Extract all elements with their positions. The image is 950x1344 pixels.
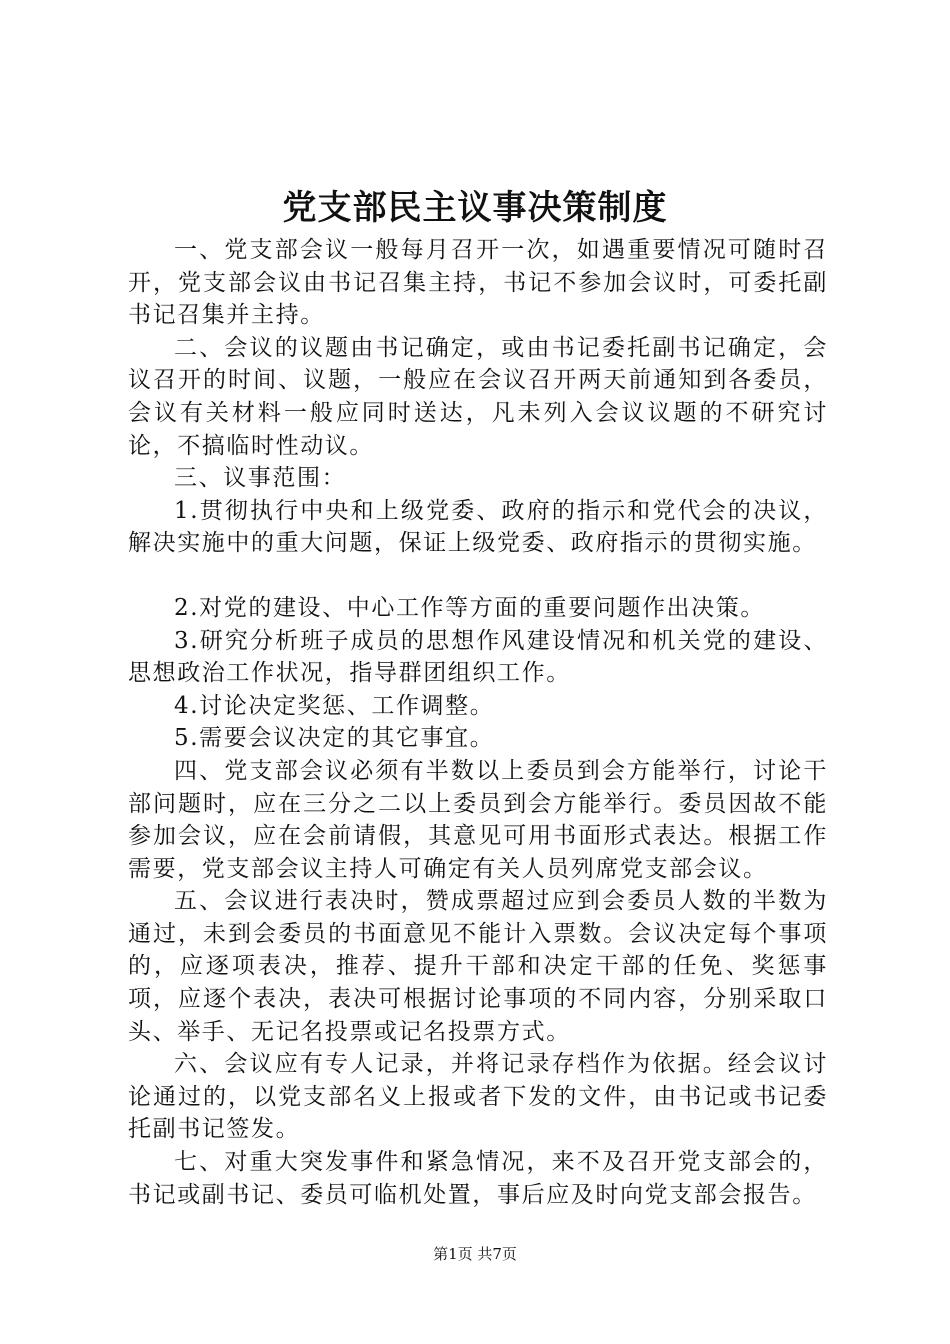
paragraph-8: 5.需要会议决定的其它事宜。 bbox=[174, 725, 495, 752]
paragraph-3: 三、议事范围： bbox=[174, 465, 347, 492]
paragraph-11: 六、会议应有专人记录，并将记录存档作为依据。经会议讨论通过的，以党支部名义上报或者下发的文件，由书记或书记委托副书记签发。 bbox=[128, 1051, 828, 1143]
paragraph-4: 1.贯彻执行中央和上级党委、政府的指示和党代会的决议，解决实施中的重大问题，保证上级党委、政府指示的贯彻实施。 bbox=[128, 497, 828, 557]
paragraph-10: 五、会议进行表决时，赞成票超过应到会委员人数的半数为通过，未到会委员的书面意见不能计入票数。会议决定每个事项的，应逐项表决，推荐、提升干部和决定干部的任免、奖惩事项，应逐个表决，表决可根据讨论事项的不同内容，分别采取口头、举手、无记名投票或记名投票方式。 bbox=[128, 888, 828, 1045]
paragraph-9: 四、党支部会议必须有半数以上委员到会方能举行，讨论干部问题时，应在三分之二以上委员到会方能举行。委员因故不能参加会议，应在会前请假，其意见可用书面形式表达。根据工作需要，党支部会议主持人可确定有关人员列席党支部会议。 bbox=[128, 757, 828, 882]
paragraph-7: 4.讨论决定奖惩、工作调整。 bbox=[174, 692, 495, 719]
paragraph-2: 二、会议的议题由书记确定，或由书记委托副书记确定，会议召开的时间、议题，一般应在会议召开两天前通知到各委员，会议有关材料一般应同时送达，凡未列入会议议题的不研究讨论，不搞临时性动议。 bbox=[128, 334, 828, 459]
paragraph-6: 3.研究分析班子成员的思想作风建设情况和机关党的建设、思想政治工作状况，指导群团组织工作。 bbox=[128, 627, 828, 687]
paragraph-5: 2.对党的建设、中心工作等方面的重要问题作出决策。 bbox=[174, 594, 765, 621]
document-title: 党支部民主议事决策制度 bbox=[282, 188, 668, 228]
paragraph-12: 七、对重大突发事件和紧急情况，来不及召开党支部会的，书记或副书记、委员可临机处置，事后应及时向党支部会报告。 bbox=[128, 1149, 828, 1208]
page-footer: 第1页 共7页 bbox=[433, 1245, 517, 1263]
document-body bbox=[128, 234, 828, 1211]
paragraph-1: 一、党支部会议一般每月召开一次，如遇重要情况可随时召开，党支部会议由书记召集主持，书记不参加会议时，可委托副书记召集并主持。 bbox=[128, 237, 828, 329]
